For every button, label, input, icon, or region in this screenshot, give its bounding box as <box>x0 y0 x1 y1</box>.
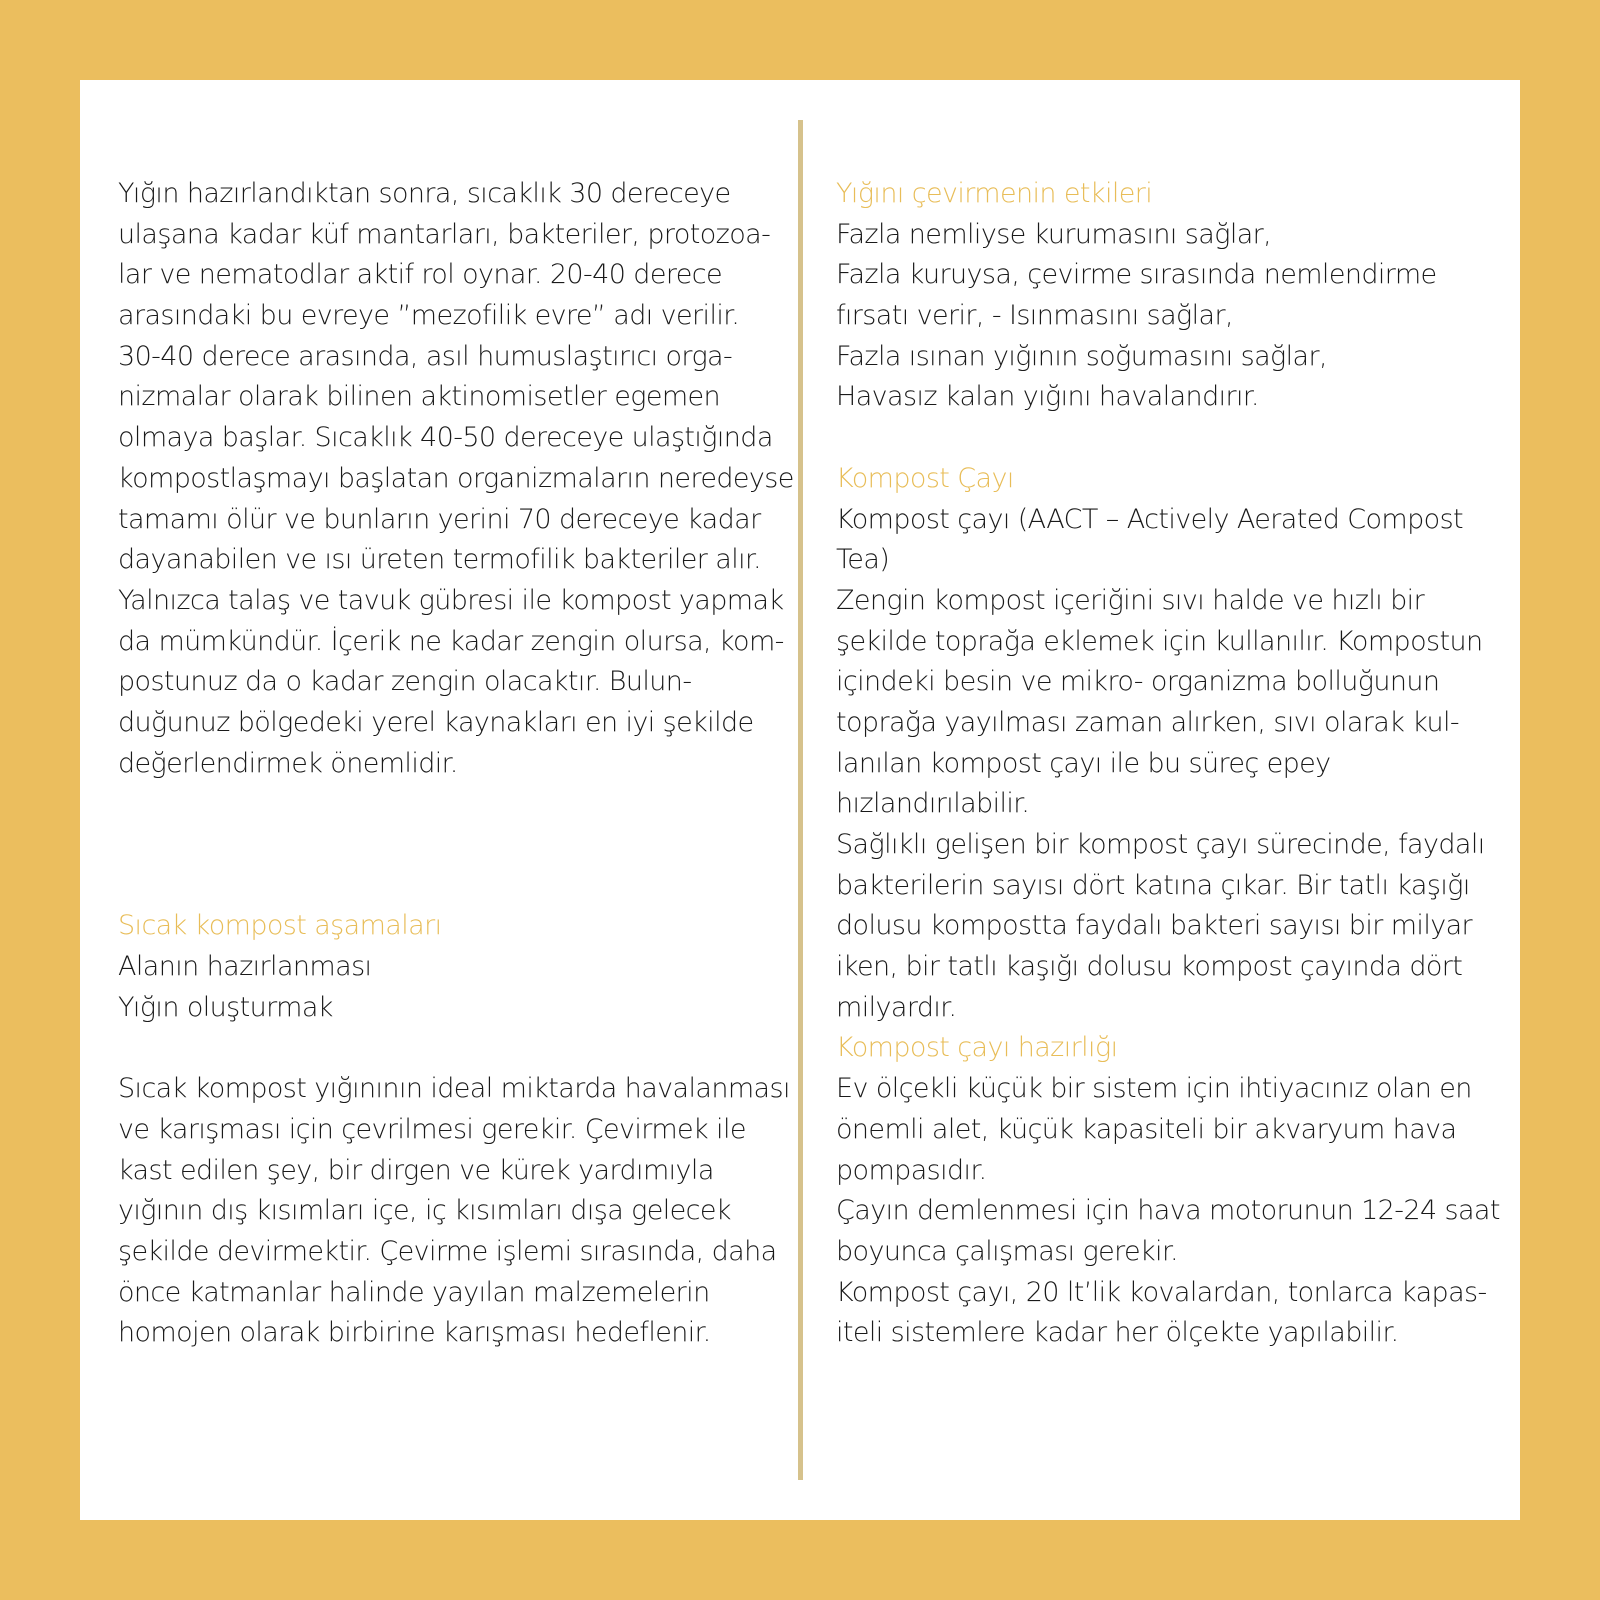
effect-item: Fazla ısınan yığının soğumasını sağlar, <box>836 340 1327 372</box>
tea-line: toprağa yayılması zaman alırken, sıvı olarak kul- <box>836 706 1460 738</box>
tea-line: Kompost çayı (AACT – Actively Aerated Compost <box>836 503 1464 535</box>
column-divider <box>798 120 803 1480</box>
intro-line: kompostlaşmayı başlatan organizmaların neredeyse <box>118 462 794 494</box>
tea-line: içindeki besin ve mikro- organizma bolluğunun <box>836 666 1440 698</box>
tea-line: Zengin kompost içeriğini sıvı halde ve hızlı bir <box>836 584 1425 616</box>
prep-line: Çayın demlenmesi için hava motorunun 12-24 saat <box>836 1195 1500 1227</box>
intro-line: arasındaki bu evreye ”mezofilik evre” adı verilir. <box>118 300 740 332</box>
turning-line: şekilde devirmektir. Çevirme işlemi sırasında, daha <box>118 1235 777 1267</box>
tea-line: şekilde toprağa eklemek için kullanılır. Kompostun <box>836 625 1483 657</box>
intro-line: olmaya başlar. Sıcaklık 40-50 dereceye ulaştığında <box>118 422 773 454</box>
intro-paragraph <box>118 174 794 784</box>
tea-line: lanılan kompost çayı ile bu süreç epey <box>836 747 1331 779</box>
turning-line: Sıcak kompost yığınının ideal miktarda havalanması <box>118 1073 790 1105</box>
turning-paragraph <box>118 1069 790 1354</box>
intro-line: da mümkündür. İçerik ne kadar zengin olursa, kom- <box>118 625 784 657</box>
intro-line: Yalnızca talaş ve tavuk gübresi ile kompost yapmak <box>118 584 784 616</box>
prep-line: boyunca çalışması gerekir. <box>836 1235 1178 1267</box>
intro-line: 30-40 derece arasında, asıl humuslaştırıcı orga- <box>118 340 733 372</box>
intro-line: nizmalar olarak bilinen aktinomisetler egemen <box>118 381 721 413</box>
tea-line: milyardır. <box>836 991 957 1023</box>
intro-line: duğunuz bölgedeki yerel kaynakları en iyi şekilde <box>118 706 754 738</box>
tea-line: iken, bir tatlı kaşığı dolusu kompost çayında dört <box>836 951 1463 983</box>
tea-line: Sağlıklı gelişen bir kompost çayı sürecinde, faydalı <box>836 829 1485 860</box>
right-column <box>836 174 1500 1354</box>
stages-list <box>118 947 790 1028</box>
turning-line: kast edilen şey, bir dirgen ve kürek yardımıyla <box>118 1154 714 1186</box>
prep-heading: Kompost çayı hazırlığı <box>836 1032 1118 1064</box>
tea-line: dolusu kompostta faydalı bakteri sayısı bir milyar <box>836 910 1473 942</box>
effect-item: fırsatı verir, - Isınmasını sağlar, <box>836 300 1233 332</box>
intro-line: Yığın hazırlandıktan sonra, sıcaklık 30 dereceye <box>118 178 731 209</box>
tea-line: Tea) <box>836 544 890 576</box>
turning-line: homojen olarak birbirine karışması hedeflenir. <box>118 1317 711 1349</box>
turning-line: yığının dış kısımları içe, iç kısımları dışa gelecek <box>118 1195 731 1227</box>
turning-line: ve karışması için çevrilmesi gerekir. Çevirmek ile <box>118 1113 746 1145</box>
prep-paragraph <box>836 1069 1500 1354</box>
effects-heading: Yığını çevirmenin etkileri <box>836 178 1153 209</box>
prep-line: önemli alet, küçük kapasiteli bir akvaryum hava <box>836 1113 1457 1145</box>
intro-line: lar ve nematodlar aktif rol oynar. 20-40 derece <box>118 259 723 291</box>
effect-item: Fazla nemliyse kurumasını sağlar, <box>836 218 1272 250</box>
stage-item: Yığın oluşturmak <box>118 991 333 1023</box>
prep-line: Kompost çayı, 20 lt’lik kovalardan, tonlarca kapas- <box>836 1276 1487 1308</box>
prep-line: iteli sistemlere kadar her ölçekte yapılabilir. <box>836 1317 1399 1349</box>
effect-item: Fazla kuruysa, çevirme sırasında nemlendirme <box>836 259 1437 291</box>
prep-line: Ev ölçekli küçük bir sistem için ihtiyacınız olan en <box>836 1073 1472 1105</box>
intro-line: postunuz da o kadar zengin olacaktır. Bulun- <box>118 666 692 698</box>
tea-line: hızlandırılabilir. <box>836 788 1030 820</box>
page-card <box>80 80 1520 1520</box>
tea-heading: Kompost Çayı <box>836 462 1014 494</box>
tea-paragraph <box>836 500 1496 1029</box>
effect-item: Havasız kalan yığını havalandırır. <box>836 381 1259 413</box>
tea-line: bakterilerin sayısı dört katına çıkar. Bir tatlı kaşığı <box>836 869 1470 901</box>
intro-line: tamamı ölür ve bunların yerini 70 dereceye kadar <box>118 503 761 535</box>
prep-line: pompasıdır. <box>836 1154 987 1186</box>
stages-heading: Sıcak kompost aşamaları <box>118 910 442 942</box>
turning-line: önce katmanlar halinde yayılan malzemelerin <box>118 1276 710 1308</box>
effects-list <box>836 215 1496 418</box>
intro-line: ulaşana kadar küf mantarları, bakteriler, protozoa- <box>118 218 771 250</box>
left-column <box>118 174 794 1354</box>
intro-line: değerlendirmek önemlidir. <box>118 747 458 779</box>
stage-item: Alanın hazırlanması <box>118 951 372 983</box>
intro-line: dayanabilen ve ısı üreten termofilik bakteriler alır. <box>118 544 762 576</box>
